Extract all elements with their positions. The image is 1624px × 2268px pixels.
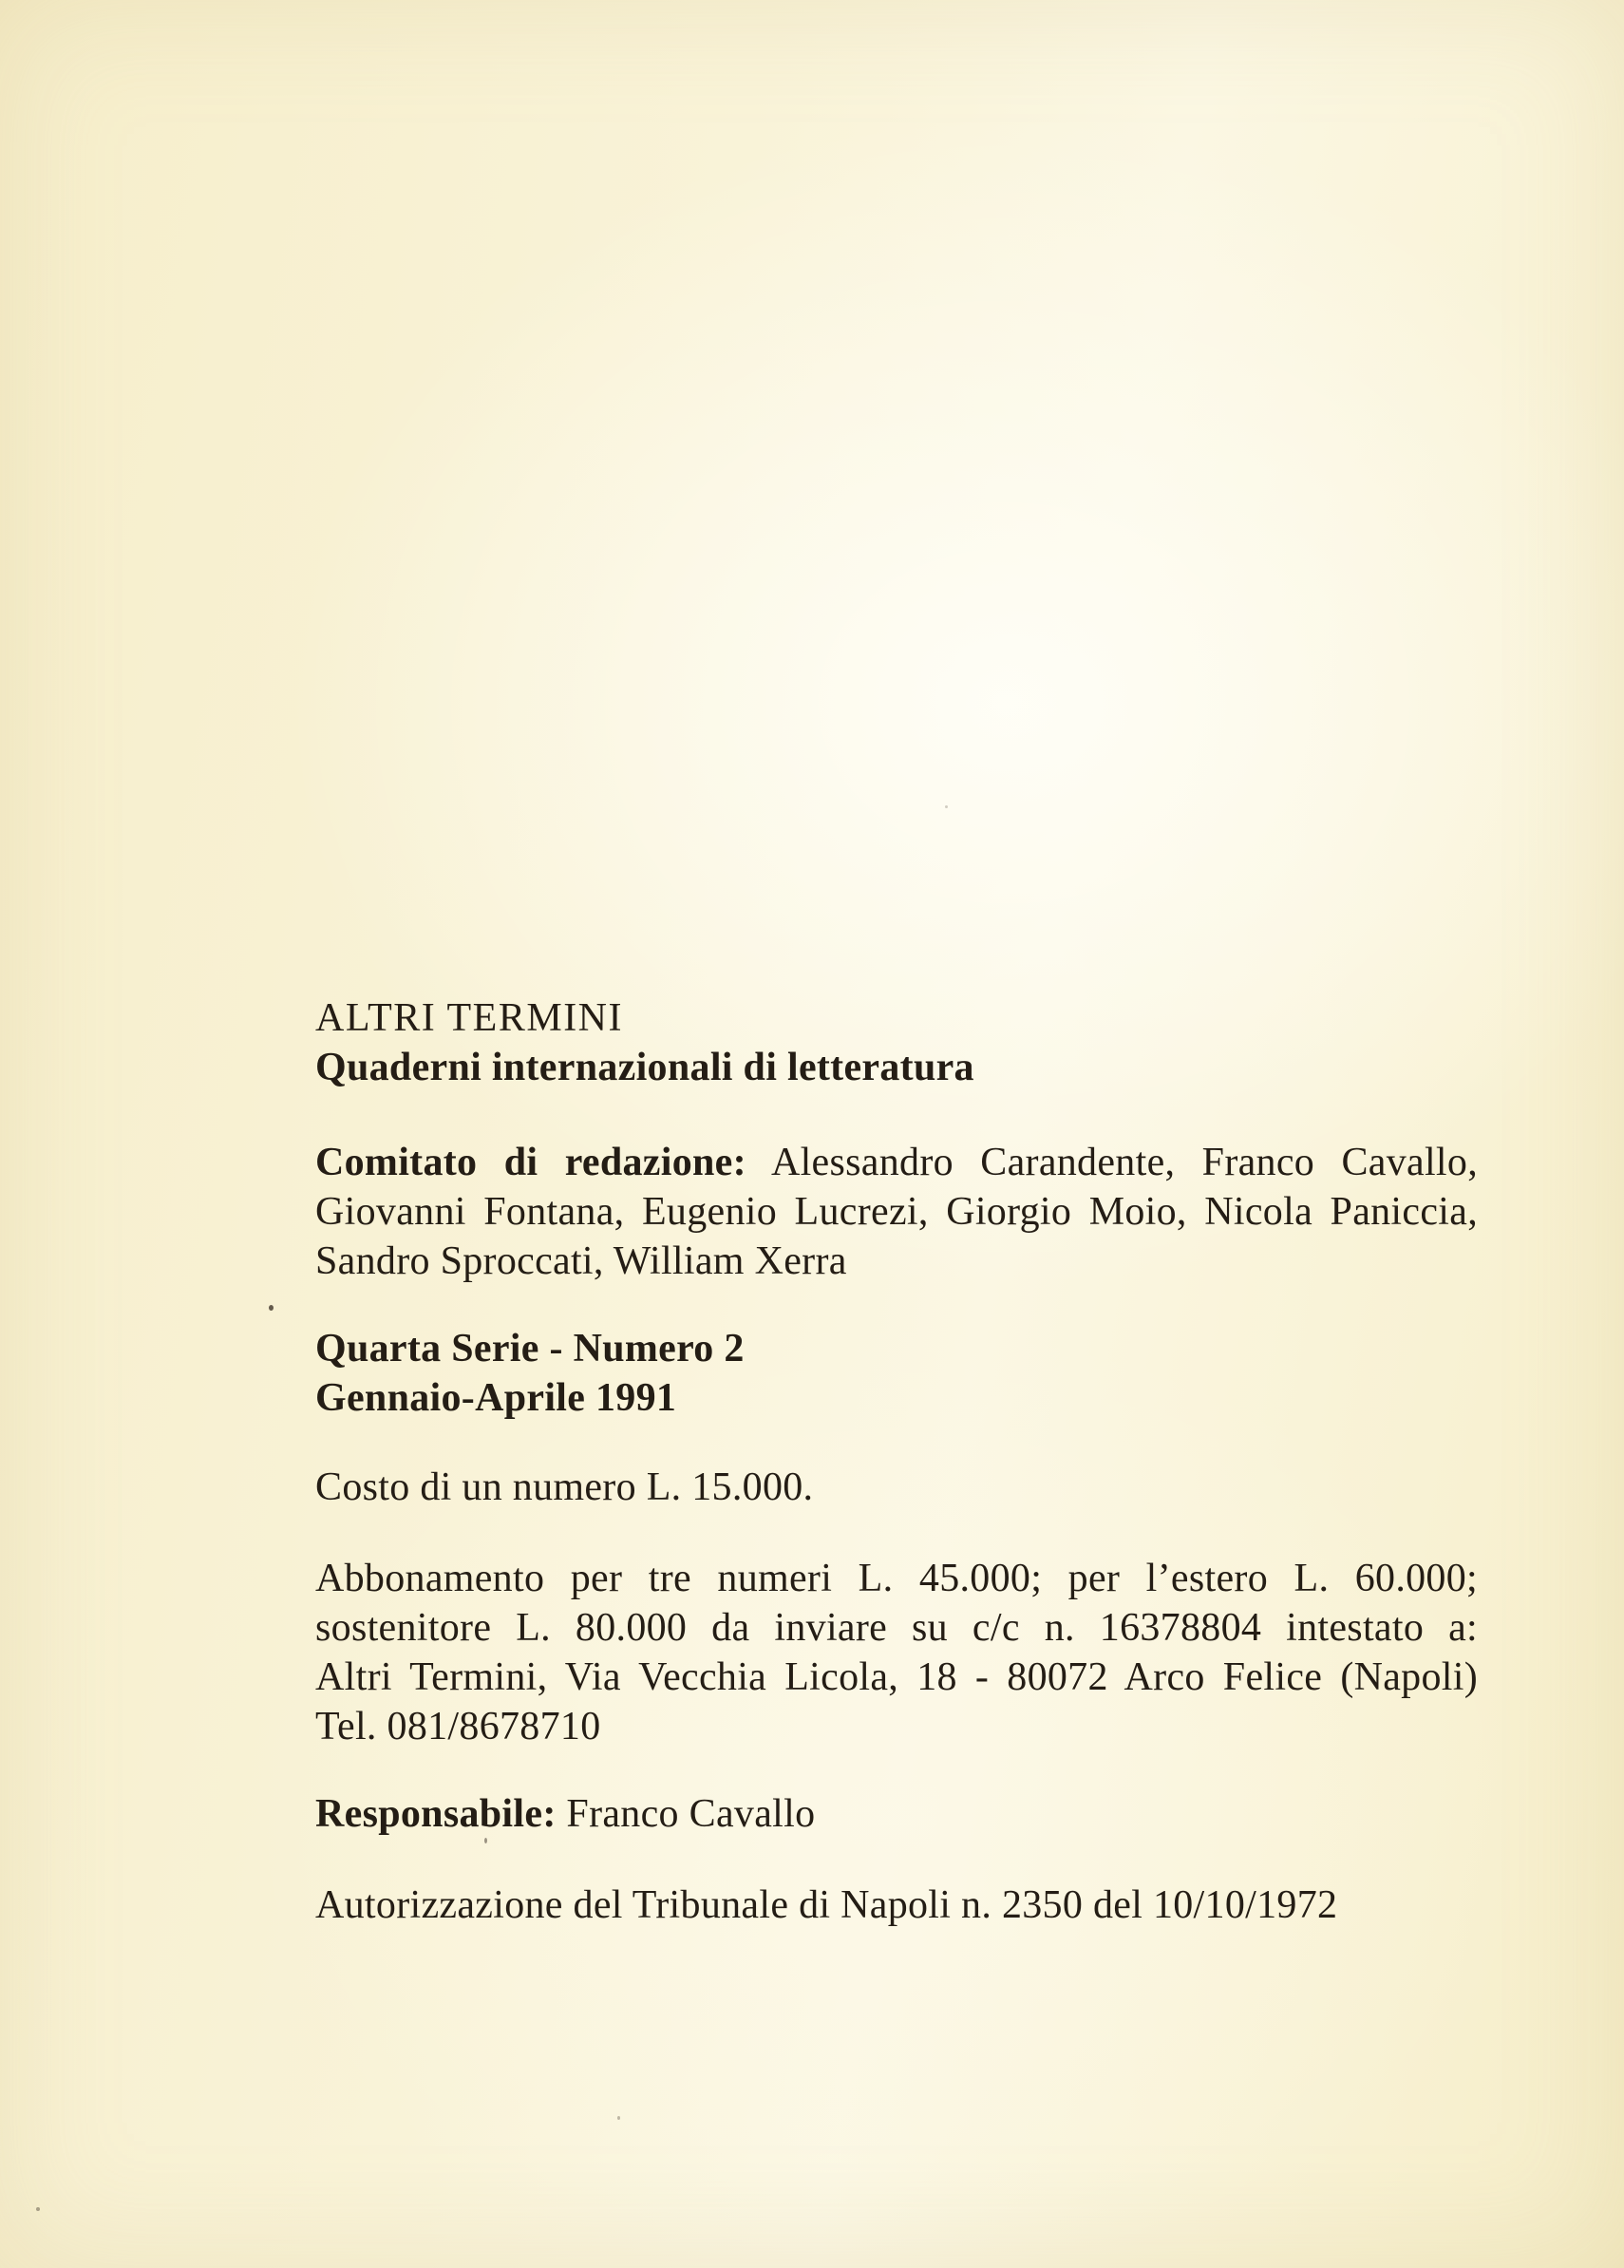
- subscription-address: Altri Termini, Via Vecchia Licola, 18 - 80072 Arco Felice (Napoli): [315, 1655, 1478, 1699]
- issue-period: Gennaio-Aprile 1991: [315, 1376, 677, 1420]
- subscription-line-2: sostenitore L. 80.000 da inviare su c/c n. 16378804 intestato a:: [315, 1606, 1478, 1650]
- editorial-board-members-1: Alessandro Carandente, Franco Cavallo,: [746, 1141, 1478, 1184]
- responsible-label: Responsabile:: [315, 1792, 557, 1836]
- issue-price: Costo di un numero L. 15.000.: [315, 1465, 814, 1509]
- paper-speck: [36, 2207, 40, 2211]
- series-number: Quarta Serie - Numero 2: [315, 1327, 745, 1370]
- editorial-board-line-3: Sandro Sproccati, William Xerra: [315, 1239, 847, 1283]
- subscription-phone: Tel. 081/8678710: [315, 1705, 601, 1748]
- paper-speck: [484, 1838, 487, 1843]
- responsible-line: [315, 1789, 1478, 1839]
- editorial-board-line-1: [315, 1138, 1478, 1187]
- responsible-name: Franco Cavallo: [556, 1792, 816, 1836]
- paper-speck: [945, 805, 948, 808]
- editorial-board-line-2: Giovanni Fontana, Eugenio Lucrezi, Giorgio Moio, Nicola Paniccia,: [315, 1190, 1478, 1234]
- subscription-line-1: Abbonamento per tre numeri L. 45.000; per l’estero L. 60.000;: [315, 1557, 1478, 1600]
- tribunal-authorization: Autorizzazione del Tribunale di Napoli n. 2350 del 10/10/1972: [315, 1883, 1338, 1927]
- paper-speck: [269, 1305, 274, 1311]
- journal-subtitle: Quaderni internazionali di letteratura: [315, 1046, 974, 1089]
- paper-speck: [617, 2116, 620, 2120]
- editorial-board-label: Comitato di redazione:: [315, 1141, 746, 1184]
- journal-title: ALTRI TERMINI: [315, 996, 623, 1040]
